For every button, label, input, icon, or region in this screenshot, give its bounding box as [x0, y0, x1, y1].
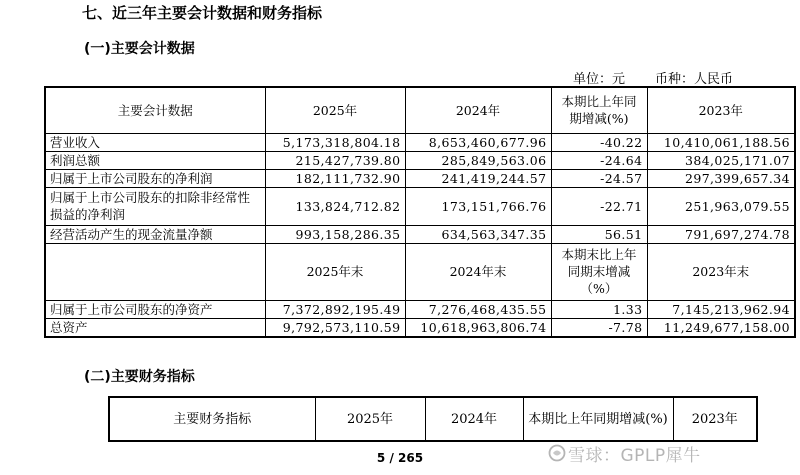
value-cell: 5,173,318,804.18: [265, 133, 405, 151]
table-row: [45, 225, 795, 243]
header-cell: 2025年末: [265, 243, 405, 300]
value-cell: 215,427,739.80: [265, 151, 405, 169]
table-header-row: [109, 397, 757, 441]
value-cell: 297,399,657.34: [647, 169, 795, 187]
row-label: 归属于上市公司股东的扣除非经常性损益的净利润: [45, 187, 265, 225]
table-row: [45, 151, 795, 169]
table-subheader-row: [45, 243, 795, 300]
table-row: [45, 318, 795, 337]
header-cell: 2023年: [673, 397, 757, 441]
header-cell: 本期比上年同期增减(%): [523, 397, 673, 441]
change-cell: -7.78: [551, 318, 647, 337]
header-cell: 主要财务指标: [109, 397, 315, 441]
subsection-title-accounting-data: (一)主要会计数据: [84, 41, 195, 57]
subsection-title-financial-indicators: (二)主要财务指标: [84, 369, 195, 385]
value-cell: 173,151,766.76: [405, 187, 551, 225]
value-cell: 285,849,563.06: [405, 151, 551, 169]
financial-indicators-table: [108, 396, 758, 442]
value-cell: 7,276,468,435.55: [405, 300, 551, 318]
table-row: [45, 300, 795, 318]
header-cell: 本期末比上年同期末增减（%）: [551, 243, 647, 300]
change-cell: 1.33: [551, 300, 647, 318]
header-cell: 2025年: [315, 397, 425, 441]
value-cell: 11,249,677,158.00: [647, 318, 795, 337]
change-cell: -40.22: [551, 133, 647, 151]
value-cell: 8,653,460,677.96: [405, 133, 551, 151]
change-cell: 56.51: [551, 225, 647, 243]
header-cell: 2024年末: [405, 243, 551, 300]
header-cell: 2025年: [265, 87, 405, 133]
value-cell: 634,563,347.35: [405, 225, 551, 243]
watermark-text: 雪球：GPLP犀牛: [568, 446, 701, 466]
row-label: 总资产: [45, 318, 265, 337]
row-label: 经营活动产生的现金流量净额: [45, 225, 265, 243]
value-cell: 384,025,171.07: [647, 151, 795, 169]
change-cell: -24.64: [551, 151, 647, 169]
header-cell: 主要会计数据: [45, 87, 265, 133]
row-label: 归属于上市公司股东的净利润: [45, 169, 265, 187]
header-cell: 2023年末: [647, 243, 795, 300]
value-cell: 7,145,213,962.94: [647, 300, 795, 318]
row-label: 归属于上市公司股东的净资产: [45, 300, 265, 318]
row-label: 利润总额: [45, 151, 265, 169]
value-cell: 10,410,061,188.56: [647, 133, 795, 151]
section-title: 七、近三年主要会计数据和财务指标: [82, 4, 323, 22]
accounting-data-table: [44, 86, 796, 338]
currency-label: 币种：人民币: [655, 72, 734, 87]
value-cell: 133,824,712.82: [265, 187, 405, 225]
value-cell: 182,111,732.90: [265, 169, 405, 187]
unit-label: 单位：元: [573, 72, 626, 87]
table-row: [45, 169, 795, 187]
value-cell: 10,618,963,806.74: [405, 318, 551, 337]
value-cell: 993,158,286.35: [265, 225, 405, 243]
change-cell: -24.57: [551, 169, 647, 187]
row-label: 营业收入: [45, 133, 265, 151]
header-cell: 2023年: [647, 87, 795, 133]
table-row: [45, 133, 795, 151]
value-cell: 241,419,244.57: [405, 169, 551, 187]
header-cell: 2024年: [405, 87, 551, 133]
page-number: 5 / 265: [376, 451, 424, 465]
header-cell: 2024年: [425, 397, 523, 441]
header-cell: [45, 243, 265, 300]
table-row: [45, 187, 795, 225]
value-cell: 9,792,573,110.59: [265, 318, 405, 337]
value-cell: 251,963,079.55: [647, 187, 795, 225]
value-cell: 7,372,892,195.49: [265, 300, 405, 318]
header-cell: 本期比上年同期增减(%): [551, 87, 647, 133]
table-header-row: [45, 87, 795, 133]
value-cell: 791,697,274.78: [647, 225, 795, 243]
change-cell: -22.71: [551, 187, 647, 225]
